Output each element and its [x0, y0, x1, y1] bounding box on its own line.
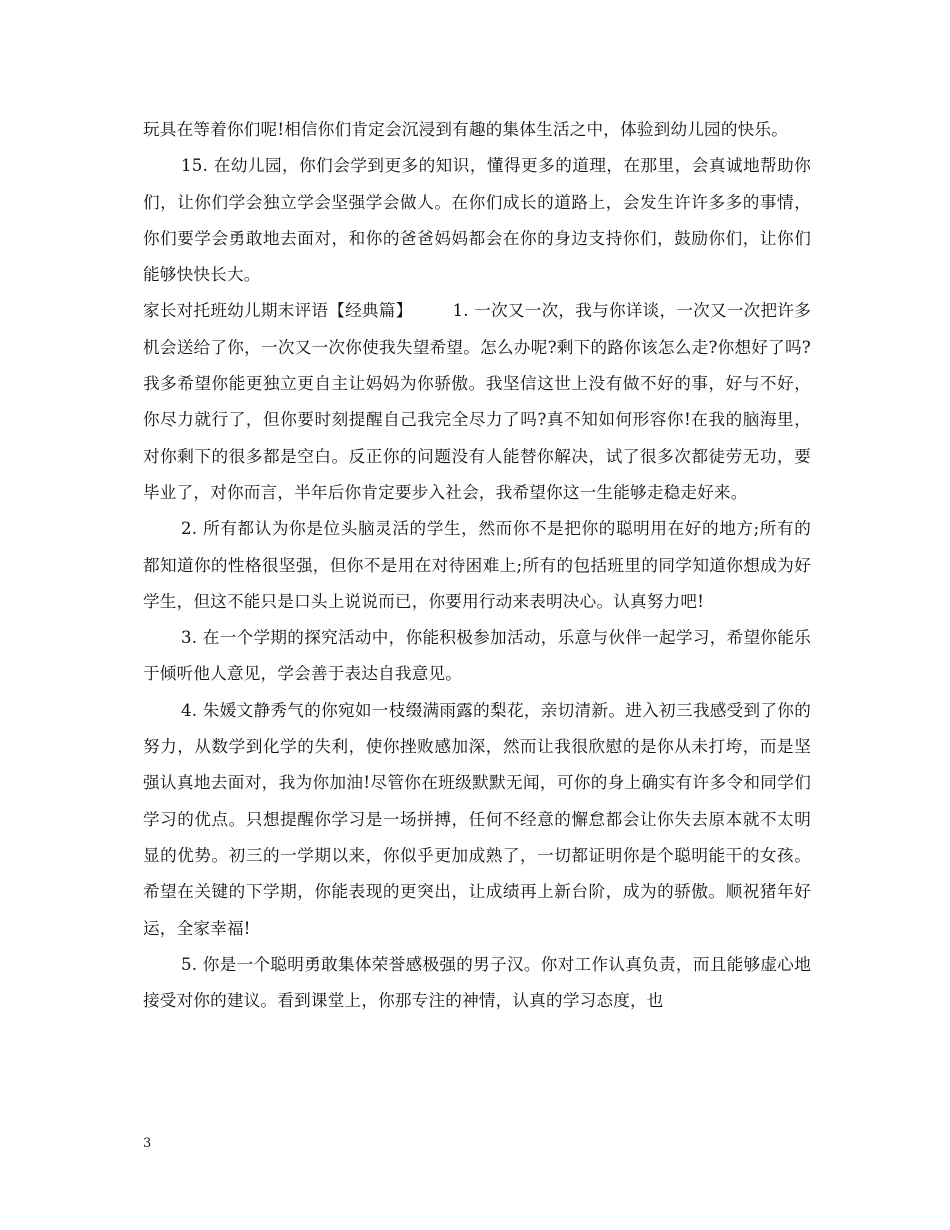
paragraph-section-1: [143, 293, 811, 511]
paragraph-continued: 玩具在等着你们呢!相信你们肯定会沉浸到有趣的集体生活之中，体验到幼儿园的快乐。: [143, 120, 789, 139]
page-number: 3: [143, 1136, 152, 1151]
paragraph-3: 3. 在一个学期的探究活动中，你能积极参加活动，乐意与伙伴一起学习，希望你能乐于倾听他人意见，学会善于表达自我意见。: [143, 628, 811, 684]
paragraph-15: 15. 在幼儿园，你们会学到更多的知识，懂得更多的道理，在那里，会真诚地帮助你们，让你们学会独立学会坚强学会做人。在你们成长的道路上，会发生许许多多的事情，你们要学会勇敢地去面对，和你的爸爸妈妈都会在你的身边支持你们，鼓励你们，让你们能够快快长大。: [143, 156, 811, 285]
paragraph-4: 4. 朱媛文静秀气的你宛如一枝缀满雨露的梨花，亲切清新。进入初三我感受到了你的努力，从数学到化学的失利，使你挫败感加深，然而让我很欣慰的是你从未打垮，而是坚强认真地去面对，我为你加油!尽管你在班级默默无闻，可你的身上确实有许多令和同学们学习的优点。只想提醒你学习是一场拼搏，任何不经意的懈怠都会让你失去原本就不太明显的优势。初三的一学期以来，你似乎更加成熟了，一切都证明你是个聪明能干的女孩。希望在关键的下学期，你能表现的更突出，让成绩再上新台阶，成为的骄傲。顺祝猪年好运，全家幸福!: [143, 700, 811, 938]
section-heading: 家长对托班幼儿期末评语【经典篇】: [143, 301, 413, 321]
paragraph-5: 5. 你是一个聪明勇敢集体荣誉感极强的男子汉。你对工作认真负责，而且能够虚心地接受对你的建议。看到课堂上，你那专注的神情，认真的学习态度，也: [143, 954, 811, 1011]
paragraph-2: 2. 所有都认为你是位头脑灵活的学生，然而你不是把你的聪明用在好的地方;所有的都知道你的性格很坚强，但你不是用在对待困难上;所有的包括班里的同学知道你想成为好学生，但这不能只是口头上说说而已，你要用行动来表明决心。认真努力吧!: [143, 519, 811, 611]
paragraph-1: 1. 一次又一次，我与你详谈，一次又一次把许多机会送给了你，一次又一次你使我失望希望。怎么办呢?剩下的路你该怎么走?你想好了吗?我多希望你能更独立更自主让妈妈为你骄傲。我坚信这世上没有做不好的事，好与不好，你尽力就行了，但你要时刻提醒自己我完全尽力了吗?真不知如何形容你!在我的脑海里，对你剩下的很多都是空白。反正你的问题没有人能替你解决，试了很多次都徒劳无功，要毕业了，对你而言，半年后你肯定要步入社会，我希望你这一生能够走稳走好来。: [143, 301, 811, 502]
document-body: [143, 112, 811, 1019]
